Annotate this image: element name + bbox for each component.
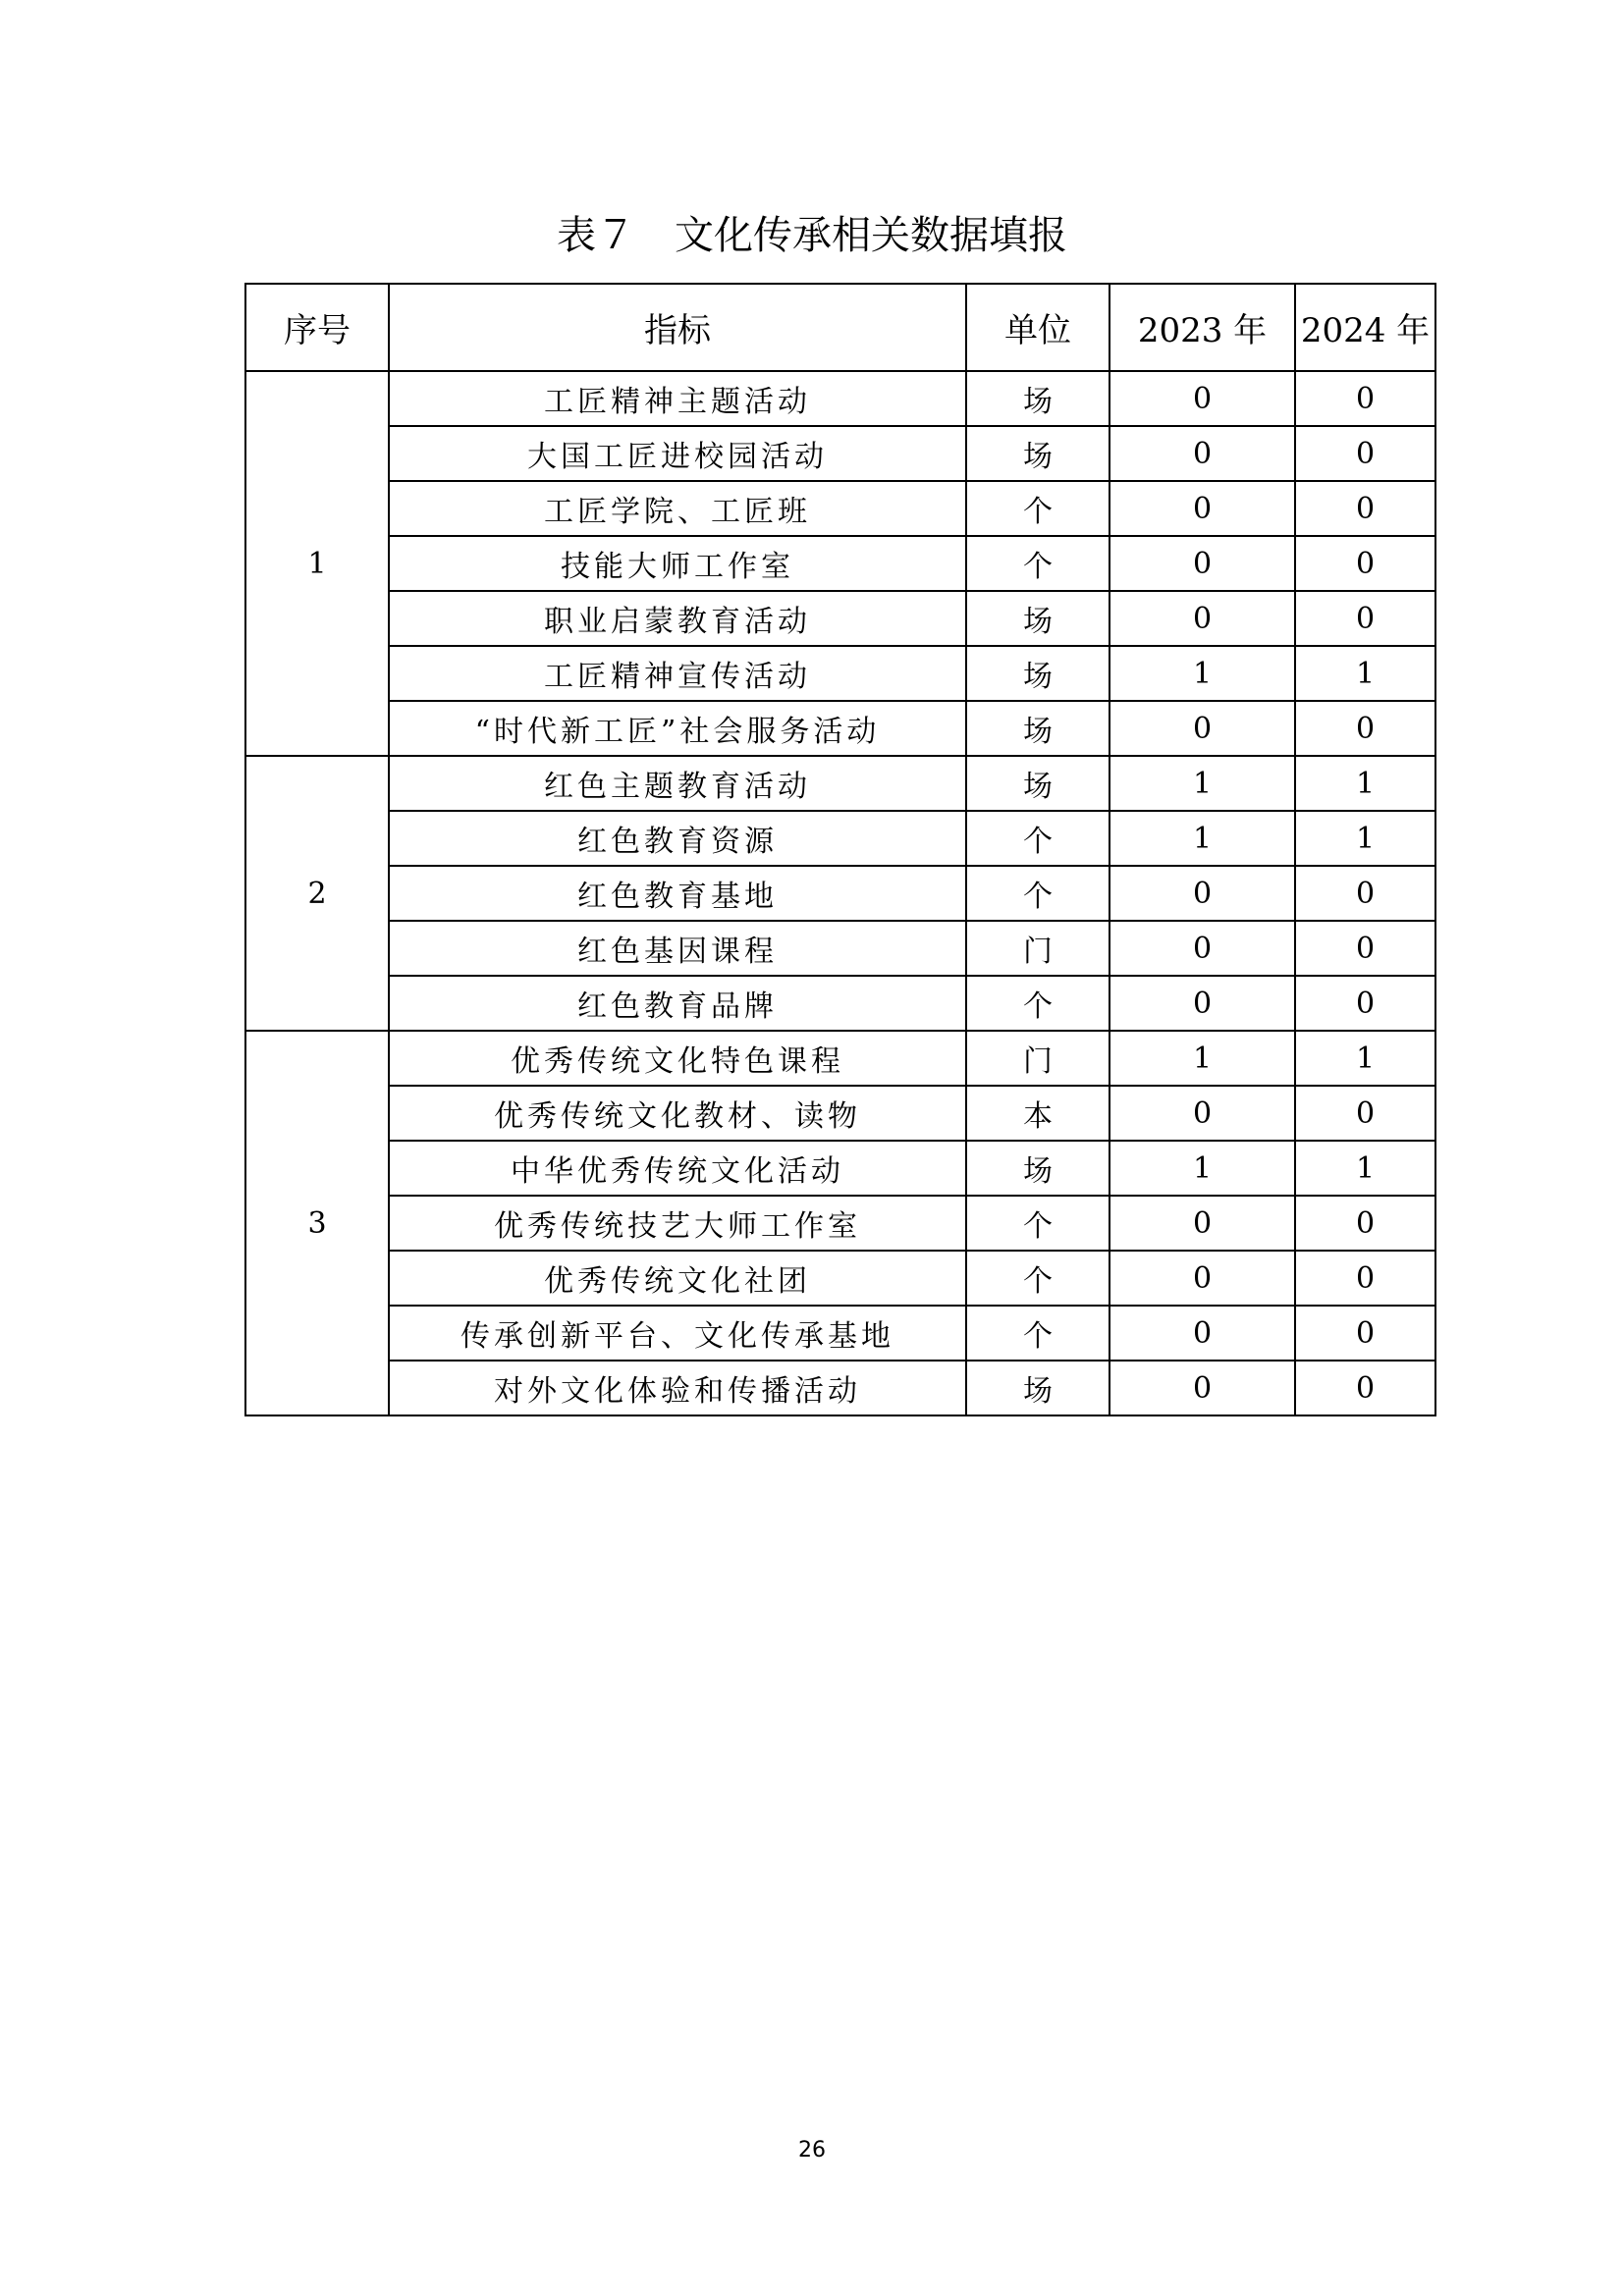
- indicator-cell: 优秀传统文化教材、读物: [389, 1086, 966, 1141]
- table-row: [245, 426, 1435, 481]
- value-2023-cell: 1: [1110, 811, 1295, 866]
- value-2023-cell: 0: [1110, 701, 1295, 756]
- value-2023-cell: 1: [1110, 1141, 1295, 1196]
- table-row: [245, 756, 1435, 811]
- value-2023-cell: 0: [1110, 371, 1295, 426]
- indicator-cell: 工匠学院、工匠班: [389, 481, 966, 536]
- indicator-cell: 中华优秀传统文化活动: [389, 1141, 966, 1196]
- indicator-cell: “时代新工匠”社会服务活动: [389, 701, 966, 756]
- unit-cell: 场: [966, 591, 1110, 646]
- indicator-cell: 红色基因课程: [389, 921, 966, 976]
- indicator-cell: 职业启蒙教育活动: [389, 591, 966, 646]
- indicator-cell: 技能大师工作室: [389, 536, 966, 591]
- value-2023-cell: 0: [1110, 1251, 1295, 1306]
- table-row: [245, 591, 1435, 646]
- value-2024-cell: 0: [1295, 1086, 1435, 1141]
- value-2024-cell: 0: [1295, 976, 1435, 1031]
- indicator-cell: 工匠精神主题活动: [389, 371, 966, 426]
- unit-cell: 场: [966, 1141, 1110, 1196]
- header-2024: 2024 年: [1295, 284, 1435, 371]
- value-2023-cell: 0: [1110, 481, 1295, 536]
- value-2024-cell: 1: [1295, 646, 1435, 701]
- value-2023-cell: 0: [1110, 1361, 1295, 1415]
- unit-cell: 个: [966, 976, 1110, 1031]
- value-2024-cell: 0: [1295, 536, 1435, 591]
- value-2024-cell: 1: [1295, 1031, 1435, 1086]
- indicator-cell: 对外文化体验和传播活动: [389, 1361, 966, 1415]
- value-2023-cell: 0: [1110, 1306, 1295, 1361]
- seq-cell: 2: [245, 756, 389, 1031]
- header-unit: 单位: [966, 284, 1110, 371]
- table-row: [245, 1141, 1435, 1196]
- value-2024-cell: 1: [1295, 1141, 1435, 1196]
- table-row: [245, 866, 1435, 921]
- value-2023-cell: 1: [1110, 646, 1295, 701]
- value-2023-cell: 1: [1110, 756, 1295, 811]
- page-title: 表７ 文化传承相关数据填报: [557, 213, 1067, 258]
- unit-cell: 本: [966, 1086, 1110, 1141]
- value-2024-cell: 0: [1295, 866, 1435, 921]
- table-row: [245, 1031, 1435, 1086]
- value-2024-cell: 0: [1295, 426, 1435, 481]
- value-2024-cell: 0: [1295, 921, 1435, 976]
- unit-cell: 个: [966, 1251, 1110, 1306]
- unit-cell: 门: [966, 1031, 1110, 1086]
- value-2023-cell: 0: [1110, 426, 1295, 481]
- table-body: [245, 371, 1435, 1415]
- unit-cell: 个: [966, 1306, 1110, 1361]
- table-row: [245, 1361, 1435, 1415]
- value-2024-cell: 1: [1295, 811, 1435, 866]
- indicator-cell: 传承创新平台、文化传承基地: [389, 1306, 966, 1361]
- table-row: [245, 1196, 1435, 1251]
- unit-cell: 个: [966, 481, 1110, 536]
- table-row: [245, 1251, 1435, 1306]
- value-2023-cell: 0: [1110, 921, 1295, 976]
- indicator-cell: 优秀传统文化特色课程: [389, 1031, 966, 1086]
- unit-cell: 场: [966, 426, 1110, 481]
- value-2024-cell: 0: [1295, 591, 1435, 646]
- unit-cell: 场: [966, 756, 1110, 811]
- value-2024-cell: 0: [1295, 701, 1435, 756]
- indicator-cell: 工匠精神宣传活动: [389, 646, 966, 701]
- value-2023-cell: 0: [1110, 1086, 1295, 1141]
- unit-cell: 场: [966, 371, 1110, 426]
- data-table: [244, 283, 1436, 1416]
- table-row: [245, 1306, 1435, 1361]
- indicator-cell: 红色教育资源: [389, 811, 966, 866]
- value-2024-cell: 0: [1295, 371, 1435, 426]
- indicator-cell: 优秀传统技艺大师工作室: [389, 1196, 966, 1251]
- value-2024-cell: 1: [1295, 756, 1435, 811]
- value-2024-cell: 0: [1295, 481, 1435, 536]
- value-2024-cell: 0: [1295, 1196, 1435, 1251]
- table-row: [245, 1086, 1435, 1141]
- unit-cell: 场: [966, 1361, 1110, 1415]
- indicator-cell: 大国工匠进校园活动: [389, 426, 966, 481]
- value-2024-cell: 0: [1295, 1361, 1435, 1415]
- unit-cell: 个: [966, 866, 1110, 921]
- unit-cell: 个: [966, 536, 1110, 591]
- seq-cell: 1: [245, 371, 389, 756]
- value-2023-cell: 0: [1110, 536, 1295, 591]
- unit-cell: 个: [966, 1196, 1110, 1251]
- table-row: [245, 536, 1435, 591]
- table-row: [245, 921, 1435, 976]
- indicator-cell: 红色教育品牌: [389, 976, 966, 1031]
- indicator-cell: 红色主题教育活动: [389, 756, 966, 811]
- table-row: [245, 646, 1435, 701]
- seq-cell: 3: [245, 1031, 389, 1415]
- value-2023-cell: 0: [1110, 591, 1295, 646]
- indicator-cell: 红色教育基地: [389, 866, 966, 921]
- table-row: [245, 481, 1435, 536]
- unit-cell: 场: [966, 701, 1110, 756]
- value-2024-cell: 0: [1295, 1251, 1435, 1306]
- header-2023: 2023 年: [1110, 284, 1295, 371]
- table-row: [245, 701, 1435, 756]
- table-row: [245, 811, 1435, 866]
- indicator-cell: 优秀传统文化社团: [389, 1251, 966, 1306]
- unit-cell: 场: [966, 646, 1110, 701]
- header-indicator: 指标: [389, 284, 966, 371]
- unit-cell: 门: [966, 921, 1110, 976]
- header-row: [245, 284, 1435, 371]
- unit-cell: 个: [966, 811, 1110, 866]
- header-seq: 序号: [245, 284, 389, 371]
- page-number: 26: [798, 2138, 826, 2163]
- value-2023-cell: 0: [1110, 1196, 1295, 1251]
- table-row: [245, 976, 1435, 1031]
- table-row: [245, 371, 1435, 426]
- value-2023-cell: 0: [1110, 866, 1295, 921]
- value-2023-cell: 1: [1110, 1031, 1295, 1086]
- value-2024-cell: 0: [1295, 1306, 1435, 1361]
- value-2023-cell: 0: [1110, 976, 1295, 1031]
